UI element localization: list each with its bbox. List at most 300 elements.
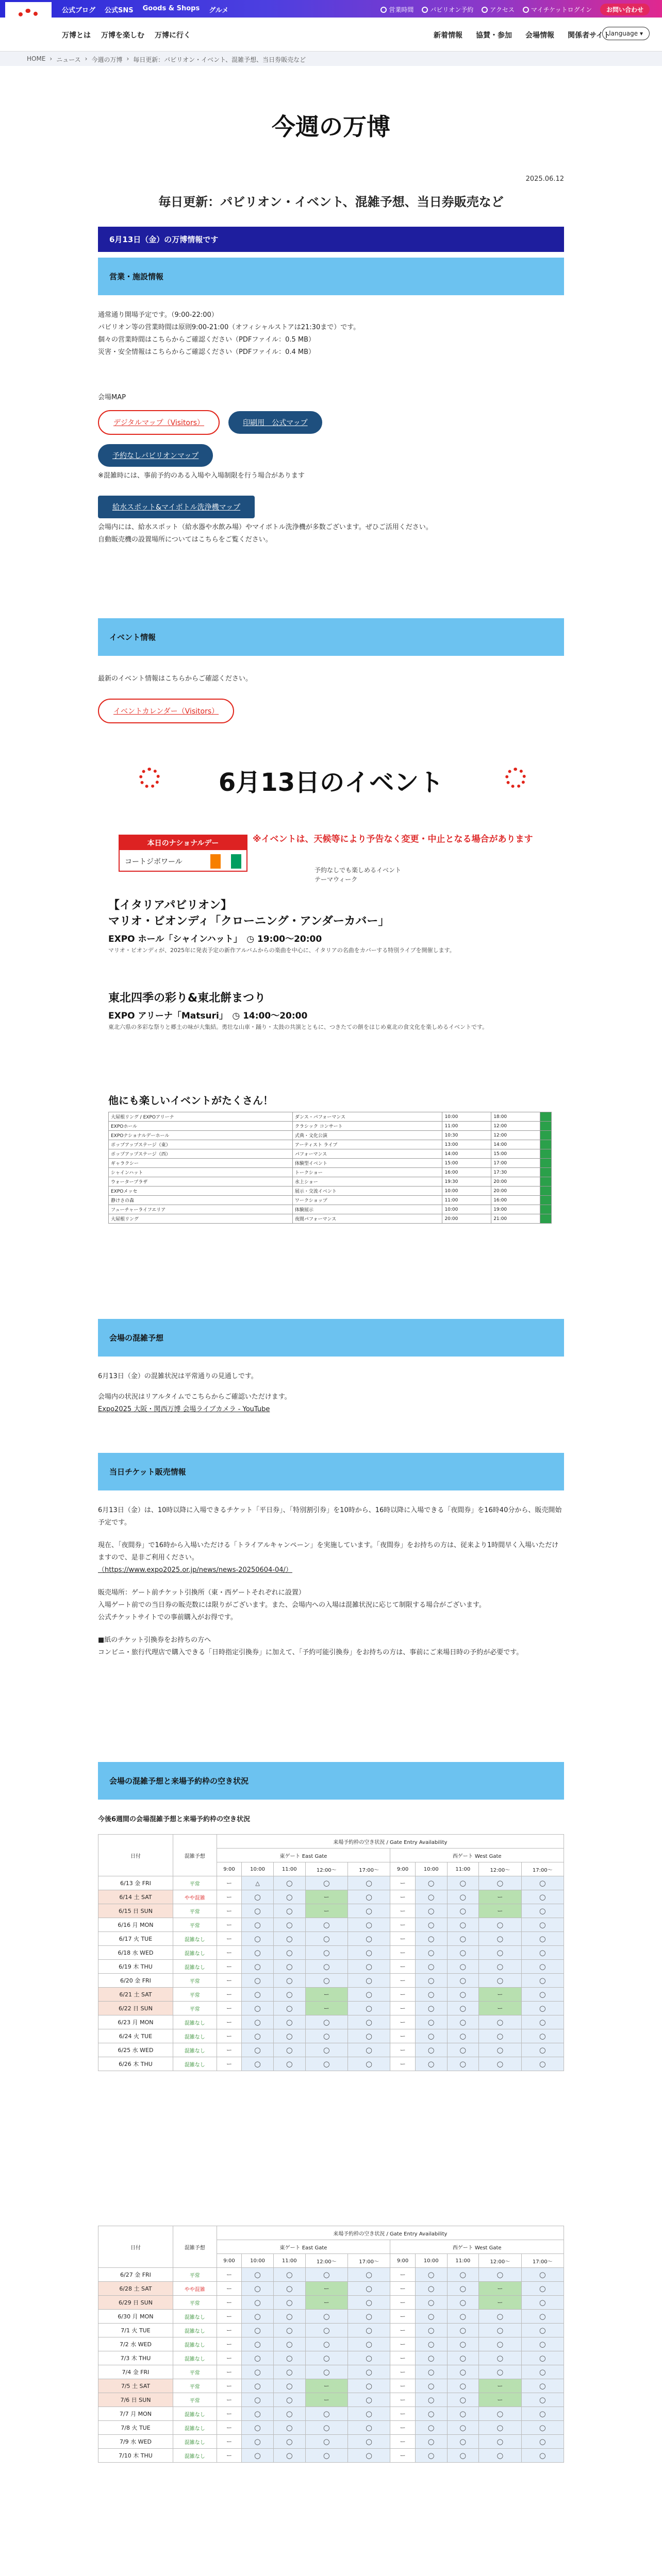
top-link-goods[interactable]: Goods & Shops <box>142 5 200 12</box>
slot-cell[interactable]: ◯ <box>347 2296 390 2310</box>
slot-cell[interactable]: ◯ <box>347 2310 390 2324</box>
event-calendar-button[interactable]: イベントカレンダー（Visitors） <box>98 699 234 723</box>
slot-cell[interactable]: ー <box>217 1904 242 1918</box>
slot-cell[interactable]: ◯ <box>347 2029 390 2043</box>
slot-cell[interactable]: ◯ <box>479 2351 521 2365</box>
slot-cell[interactable]: ◯ <box>273 1918 305 1932</box>
slot-cell[interactable]: ー <box>217 2296 242 2310</box>
slot-cell[interactable]: ◯ <box>415 1876 447 1890</box>
slot-cell[interactable]: ◯ <box>447 1974 479 1988</box>
breadcrumb-weekly[interactable]: 今週の万博 <box>91 56 123 63</box>
slot-cell[interactable]: ◯ <box>521 1988 564 2002</box>
slot-cell[interactable]: ◯ <box>415 2379 447 2393</box>
slot-cell[interactable]: ー <box>305 2296 347 2310</box>
slot-cell[interactable]: ◯ <box>415 2365 447 2379</box>
slot-cell[interactable]: ◯ <box>521 2393 564 2407</box>
slot-cell[interactable]: ◯ <box>447 2449 479 2463</box>
slot-cell[interactable]: ◯ <box>347 1890 390 1904</box>
slot-cell[interactable]: ー <box>217 2002 242 2015</box>
slot-cell[interactable]: ー <box>217 2268 242 2282</box>
slot-cell[interactable]: ー <box>479 2002 521 2015</box>
slot-cell[interactable]: ◯ <box>305 1918 347 1932</box>
slot-cell[interactable]: ◯ <box>521 2029 564 2043</box>
slot-cell[interactable]: ー <box>479 1890 521 1904</box>
slot-cell[interactable]: ◯ <box>273 1988 305 2002</box>
slot-cell[interactable]: ◯ <box>242 2324 274 2337</box>
slot-cell[interactable]: ◯ <box>347 2351 390 2365</box>
slot-cell[interactable]: ◯ <box>305 2015 347 2029</box>
slot-cell[interactable]: ◯ <box>305 2337 347 2351</box>
nav-about[interactable]: 万博とは <box>62 31 91 40</box>
slot-cell[interactable]: ー <box>217 2351 242 2365</box>
slot-cell[interactable]: ◯ <box>347 1946 390 1960</box>
slot-cell[interactable]: ◯ <box>347 2282 390 2296</box>
slot-cell[interactable]: ー <box>217 2393 242 2407</box>
slot-cell[interactable]: ー <box>390 2324 416 2337</box>
slot-cell[interactable]: ◯ <box>242 2296 274 2310</box>
slot-cell[interactable]: ◯ <box>305 2351 347 2365</box>
slot-cell[interactable]: ◯ <box>479 2421 521 2435</box>
slot-cell[interactable]: ◯ <box>479 2449 521 2463</box>
slot-cell[interactable]: ー <box>217 1932 242 1946</box>
slot-cell[interactable]: ◯ <box>415 1946 447 1960</box>
slot-cell[interactable]: ◯ <box>479 2015 521 2029</box>
slot-cell[interactable]: ◯ <box>447 2435 479 2449</box>
slot-cell[interactable]: ◯ <box>273 1890 305 1904</box>
slot-cell[interactable]: ◯ <box>305 2421 347 2435</box>
slot-cell[interactable]: ー <box>479 1988 521 2002</box>
slot-cell[interactable]: ◯ <box>347 1904 390 1918</box>
slot-cell[interactable]: ◯ <box>305 2435 347 2449</box>
slot-cell[interactable]: ー <box>217 2029 242 2043</box>
slot-cell[interactable]: ◯ <box>447 2015 479 2029</box>
slot-cell[interactable]: ◯ <box>305 2043 347 2057</box>
slot-cell[interactable]: ◯ <box>479 1946 521 1960</box>
slot-cell[interactable]: ◯ <box>415 2002 447 2015</box>
slot-cell[interactable]: ー <box>217 1876 242 1890</box>
slot-cell[interactable]: ー <box>390 2268 416 2282</box>
slot-cell[interactable]: ◯ <box>479 2365 521 2379</box>
slot-cell[interactable]: ◯ <box>273 2421 305 2435</box>
slot-cell[interactable]: ◯ <box>347 1960 390 1974</box>
slot-cell[interactable]: ◯ <box>479 2029 521 2043</box>
slot-cell[interactable]: ◯ <box>347 1932 390 1946</box>
slot-cell[interactable]: ◯ <box>347 1988 390 2002</box>
slot-cell[interactable]: ◯ <box>305 2310 347 2324</box>
slot-cell[interactable]: ◯ <box>415 2282 447 2296</box>
slot-cell[interactable]: ◯ <box>415 2043 447 2057</box>
slot-cell[interactable]: ◯ <box>273 1946 305 1960</box>
slot-cell[interactable]: ー <box>479 2379 521 2393</box>
slot-cell[interactable]: ◯ <box>415 1918 447 1932</box>
slot-cell[interactable]: ー <box>217 2435 242 2449</box>
slot-cell[interactable]: ◯ <box>479 2268 521 2282</box>
slot-cell[interactable]: ◯ <box>521 2379 564 2393</box>
slot-cell[interactable]: ◯ <box>347 2002 390 2015</box>
slot-cell[interactable]: ◯ <box>447 1890 479 1904</box>
slot-cell[interactable]: ◯ <box>305 1960 347 1974</box>
slot-cell[interactable]: ◯ <box>273 2351 305 2365</box>
top-link-hours[interactable]: 営業時間 <box>380 5 413 14</box>
safety-pdf-link[interactable]: 災害・安全情報はこちらからご確認ください（PDFファイル：0.4 MB） <box>98 348 316 356</box>
slot-cell[interactable]: ◯ <box>447 2282 479 2296</box>
slot-cell[interactable]: ◯ <box>415 2310 447 2324</box>
nav-venue[interactable]: 会場情報 <box>525 31 554 40</box>
nav-visit[interactable]: 万博に行く <box>155 31 191 40</box>
slot-cell[interactable]: ー <box>217 1988 242 2002</box>
slot-cell[interactable]: ー <box>390 2351 416 2365</box>
slot-cell[interactable]: ◯ <box>521 2351 564 2365</box>
top-link-sns[interactable]: 公式SNS <box>105 7 134 14</box>
slot-cell[interactable]: ◯ <box>415 2351 447 2365</box>
slot-cell[interactable]: ー <box>217 2015 242 2029</box>
slot-cell[interactable]: ◯ <box>415 2421 447 2435</box>
slot-cell[interactable]: ー <box>305 2379 347 2393</box>
slot-cell[interactable]: ◯ <box>521 2337 564 2351</box>
slot-cell[interactable]: ◯ <box>479 1876 521 1890</box>
slot-cell[interactable]: ◯ <box>347 2435 390 2449</box>
top-link-gourmet[interactable]: グルメ <box>209 7 229 14</box>
slot-cell[interactable]: ◯ <box>521 2296 564 2310</box>
slot-cell[interactable]: ー <box>305 2393 347 2407</box>
slot-cell[interactable]: ◯ <box>479 2435 521 2449</box>
slot-cell[interactable]: ◯ <box>521 2268 564 2282</box>
slot-cell[interactable]: ◯ <box>447 2002 479 2015</box>
breadcrumb-news[interactable]: ニュース <box>56 56 81 63</box>
slot-cell[interactable]: ー <box>479 1904 521 1918</box>
slot-cell[interactable]: ◯ <box>447 1876 479 1890</box>
slot-cell[interactable]: ◯ <box>521 1890 564 1904</box>
slot-cell[interactable]: ◯ <box>242 1988 274 2002</box>
slot-cell[interactable]: ◯ <box>521 1918 564 1932</box>
slot-cell[interactable]: ー <box>217 2421 242 2435</box>
slot-cell[interactable]: ◯ <box>415 1932 447 1946</box>
slot-cell[interactable]: ◯ <box>521 2449 564 2463</box>
slot-cell[interactable]: ◯ <box>242 2002 274 2015</box>
slot-cell[interactable]: ◯ <box>521 1904 564 1918</box>
slot-cell[interactable]: ◯ <box>447 2296 479 2310</box>
slot-cell[interactable]: ◯ <box>479 1960 521 1974</box>
slot-cell[interactable]: ◯ <box>447 2393 479 2407</box>
slot-cell[interactable]: ◯ <box>273 2407 305 2421</box>
live-camera-link[interactable]: Expo2025 大阪・関西万博 会場ライブカメラ - YouTube <box>98 1405 270 1413</box>
slot-cell[interactable]: ー <box>305 1988 347 2002</box>
slot-cell[interactable]: ◯ <box>521 2002 564 2015</box>
slot-cell[interactable]: ◯ <box>242 1890 274 1904</box>
slot-cell[interactable]: ◯ <box>273 2268 305 2282</box>
slot-cell[interactable]: ◯ <box>347 2324 390 2337</box>
slot-cell[interactable]: ー <box>217 2407 242 2421</box>
slot-cell[interactable]: ◯ <box>273 2393 305 2407</box>
slot-cell[interactable]: ◯ <box>415 2337 447 2351</box>
slot-cell[interactable]: ◯ <box>447 1932 479 1946</box>
slot-cell[interactable]: ◯ <box>415 2407 447 2421</box>
slot-cell[interactable]: ー <box>217 2310 242 2324</box>
slot-cell[interactable]: ー <box>390 2043 416 2057</box>
slot-cell[interactable]: ◯ <box>415 2449 447 2463</box>
top-link-blog[interactable]: 公式ブログ <box>62 7 96 14</box>
slot-cell[interactable]: ー <box>390 2421 416 2435</box>
slot-cell[interactable]: ー <box>390 2282 416 2296</box>
slot-cell[interactable]: ◯ <box>242 2449 274 2463</box>
slot-cell[interactable]: ◯ <box>242 2351 274 2365</box>
slot-cell[interactable]: ◯ <box>273 2310 305 2324</box>
slot-cell[interactable]: ◯ <box>521 1974 564 1988</box>
nav-sponsor[interactable]: 協賛・参加 <box>475 31 512 40</box>
slot-cell[interactable]: ◯ <box>273 2029 305 2043</box>
slot-cell[interactable]: ◯ <box>521 2435 564 2449</box>
slot-cell[interactable]: ◯ <box>305 2365 347 2379</box>
slot-cell[interactable]: ◯ <box>273 1960 305 1974</box>
slot-cell[interactable]: ◯ <box>305 2324 347 2337</box>
hours-pdf-link[interactable]: 個々の営業時間はこちらからご確認ください（PDFファイル：0.5 MB） <box>98 336 316 344</box>
slot-cell[interactable]: ◯ <box>447 2365 479 2379</box>
slot-cell[interactable]: ◯ <box>447 2337 479 2351</box>
nav-enjoy[interactable]: 万博を楽しむ <box>101 31 144 40</box>
slot-cell[interactable]: ◯ <box>273 2435 305 2449</box>
slot-cell[interactable]: ー <box>479 2393 521 2407</box>
slot-cell[interactable]: ◯ <box>521 2282 564 2296</box>
slot-cell[interactable]: ◯ <box>447 2268 479 2282</box>
slot-cell[interactable]: ◯ <box>242 2379 274 2393</box>
slot-cell[interactable]: ◯ <box>521 2324 564 2337</box>
slot-cell[interactable]: ◯ <box>521 1946 564 1960</box>
slot-cell[interactable]: ◯ <box>447 2351 479 2365</box>
top-link-reserve[interactable]: パビリオン予約 <box>422 5 473 14</box>
slot-cell[interactable]: ー <box>390 2449 416 2463</box>
slot-cell[interactable]: ◯ <box>521 2310 564 2324</box>
contact-button[interactable]: お問い合わせ <box>600 4 650 15</box>
print-map-button[interactable]: 印刷用 公式マップ <box>228 411 322 434</box>
slot-cell[interactable]: ー <box>390 2407 416 2421</box>
vending-link[interactable]: 自動販売機の設置場所についてはこちらをご覧ください。 <box>98 536 272 544</box>
slot-cell[interactable]: ◯ <box>347 1918 390 1932</box>
slot-cell[interactable]: ◯ <box>242 1918 274 1932</box>
slot-cell[interactable]: ◯ <box>347 2057 390 2071</box>
slot-cell[interactable]: ◯ <box>347 2043 390 2057</box>
top-link-access[interactable]: アクセス <box>482 5 515 14</box>
slot-cell[interactable]: ◯ <box>242 2282 274 2296</box>
slot-cell[interactable]: ー <box>390 1876 416 1890</box>
slot-cell[interactable]: ◯ <box>305 1932 347 1946</box>
slot-cell[interactable]: ー <box>390 2365 416 2379</box>
slot-cell[interactable]: ◯ <box>347 2393 390 2407</box>
slot-cell[interactable]: ◯ <box>273 2282 305 2296</box>
slot-cell[interactable]: ◯ <box>242 2310 274 2324</box>
slot-cell[interactable]: ◯ <box>273 2337 305 2351</box>
slot-cell[interactable]: ー <box>390 2002 416 2015</box>
slot-cell[interactable]: ◯ <box>479 2407 521 2421</box>
slot-cell[interactable]: ◯ <box>305 1946 347 1960</box>
slot-cell[interactable]: ◯ <box>447 2310 479 2324</box>
slot-cell[interactable]: ー <box>390 1890 416 1904</box>
slot-cell[interactable]: ◯ <box>242 1974 274 1988</box>
slot-cell[interactable]: ◯ <box>347 1876 390 1890</box>
slot-cell[interactable]: ー <box>390 2337 416 2351</box>
slot-cell[interactable]: ー <box>217 1960 242 1974</box>
slot-cell[interactable]: ー <box>390 1974 416 1988</box>
slot-cell[interactable]: ◯ <box>242 2029 274 2043</box>
slot-cell[interactable]: ◯ <box>273 2057 305 2071</box>
slot-cell[interactable]: ー <box>305 1890 347 1904</box>
slot-cell[interactable]: ◯ <box>447 2043 479 2057</box>
slot-cell[interactable]: ー <box>390 2029 416 2043</box>
slot-cell[interactable]: ◯ <box>305 2057 347 2071</box>
slot-cell[interactable]: ◯ <box>415 2296 447 2310</box>
slot-cell[interactable]: ◯ <box>447 2379 479 2393</box>
top-link-login[interactable]: マイチケットログイン <box>523 5 592 14</box>
slot-cell[interactable]: ◯ <box>273 2324 305 2337</box>
slot-cell[interactable]: ◯ <box>415 1988 447 2002</box>
no-reserve-map-button[interactable]: 予約なしパビリオンマップ <box>98 444 213 467</box>
slot-cell[interactable]: ◯ <box>242 2407 274 2421</box>
slot-cell[interactable]: ◯ <box>479 1974 521 1988</box>
slot-cell[interactable]: ー <box>305 2282 347 2296</box>
slot-cell[interactable]: ◯ <box>447 2421 479 2435</box>
slot-cell[interactable]: ◯ <box>479 2337 521 2351</box>
slot-cell[interactable]: ー <box>217 2449 242 2463</box>
slot-cell[interactable]: ー <box>390 2393 416 2407</box>
slot-cell[interactable]: ー <box>217 2379 242 2393</box>
slot-cell[interactable]: ◯ <box>305 2449 347 2463</box>
slot-cell[interactable]: ◯ <box>273 2296 305 2310</box>
slot-cell[interactable]: ◯ <box>415 2435 447 2449</box>
slot-cell[interactable]: ◯ <box>273 2449 305 2463</box>
slot-cell[interactable]: ◯ <box>415 1904 447 1918</box>
slot-cell[interactable]: ー <box>217 2337 242 2351</box>
slot-cell[interactable]: ◯ <box>242 2421 274 2435</box>
slot-cell[interactable]: ◯ <box>347 2421 390 2435</box>
slot-cell[interactable]: ◯ <box>447 1946 479 1960</box>
slot-cell[interactable]: ◯ <box>347 1974 390 1988</box>
slot-cell[interactable]: ◯ <box>447 2057 479 2071</box>
slot-cell[interactable]: ◯ <box>447 1904 479 1918</box>
slot-cell[interactable]: ◯ <box>447 2324 479 2337</box>
slot-cell[interactable]: ◯ <box>305 1876 347 1890</box>
slot-cell[interactable]: ー <box>217 1918 242 1932</box>
slot-cell[interactable]: ー <box>217 1890 242 1904</box>
slot-cell[interactable]: ◯ <box>273 1932 305 1946</box>
slot-cell[interactable]: ー <box>390 1904 416 1918</box>
slot-cell[interactable]: ◯ <box>447 2029 479 2043</box>
slot-cell[interactable]: ◯ <box>447 1988 479 2002</box>
slot-cell[interactable]: ◯ <box>521 1960 564 1974</box>
slot-cell[interactable]: ◯ <box>305 2407 347 2421</box>
slot-cell[interactable]: ◯ <box>347 2015 390 2029</box>
slot-cell[interactable]: ー <box>390 2057 416 2071</box>
slot-cell[interactable]: ◯ <box>347 2365 390 2379</box>
slot-cell[interactable]: ◯ <box>242 1904 274 1918</box>
slot-cell[interactable]: ◯ <box>521 2043 564 2057</box>
slot-cell[interactable]: ◯ <box>447 2407 479 2421</box>
slot-cell[interactable]: ◯ <box>415 2057 447 2071</box>
digital-map-button[interactable]: デジタルマップ（Visitors） <box>98 410 220 435</box>
slot-cell[interactable]: ー <box>390 1932 416 1946</box>
breadcrumb-home[interactable]: HOME <box>27 55 46 62</box>
slot-cell[interactable]: ー <box>217 2365 242 2379</box>
slot-cell[interactable]: ◯ <box>242 1932 274 1946</box>
slot-cell[interactable]: △ <box>242 1876 274 1890</box>
slot-cell[interactable]: ◯ <box>242 2015 274 2029</box>
trial-campaign-link[interactable]: （https://www.expo2025.or.jp/news/news-20250604-04/） <box>98 1566 292 1574</box>
slot-cell[interactable]: ◯ <box>242 1960 274 1974</box>
nav-related[interactable]: 関係者サイト <box>567 31 610 40</box>
slot-cell[interactable]: ー <box>390 1918 416 1932</box>
slot-cell[interactable]: ー <box>390 1988 416 2002</box>
language-select[interactable]: language ▾ <box>602 27 650 40</box>
slot-cell[interactable]: ー <box>390 1946 416 1960</box>
slot-cell[interactable]: ◯ <box>521 2365 564 2379</box>
slot-cell[interactable]: ◯ <box>347 2449 390 2463</box>
slot-cell[interactable]: ー <box>390 2296 416 2310</box>
slot-cell[interactable]: ◯ <box>273 2365 305 2379</box>
slot-cell[interactable]: ー <box>390 1960 416 1974</box>
slot-cell[interactable]: ー <box>217 2043 242 2057</box>
slot-cell[interactable]: ー <box>479 2282 521 2296</box>
slot-cell[interactable]: ー <box>217 1946 242 1960</box>
slot-cell[interactable]: ◯ <box>242 2268 274 2282</box>
slot-cell[interactable]: ー <box>390 2310 416 2324</box>
slot-cell[interactable]: ◯ <box>415 1890 447 1904</box>
water-map-button[interactable]: 給水スポット&マイボトル洗浄機マップ <box>98 496 255 518</box>
slot-cell[interactable]: ー <box>217 2057 242 2071</box>
slot-cell[interactable]: ◯ <box>415 2029 447 2043</box>
slot-cell[interactable]: ◯ <box>305 1974 347 1988</box>
slot-cell[interactable]: ◯ <box>479 2324 521 2337</box>
slot-cell[interactable]: ◯ <box>521 2421 564 2435</box>
slot-cell[interactable]: ◯ <box>415 1960 447 1974</box>
slot-cell[interactable]: ◯ <box>479 2310 521 2324</box>
slot-cell[interactable]: ◯ <box>415 2268 447 2282</box>
slot-cell[interactable]: ◯ <box>521 1876 564 1890</box>
slot-cell[interactable]: ◯ <box>415 2393 447 2407</box>
slot-cell[interactable]: ー <box>390 2015 416 2029</box>
slot-cell[interactable]: ◯ <box>242 2365 274 2379</box>
slot-cell[interactable]: ◯ <box>415 1974 447 1988</box>
slot-cell[interactable]: ◯ <box>305 2029 347 2043</box>
slot-cell[interactable]: ◯ <box>479 2057 521 2071</box>
slot-cell[interactable]: ◯ <box>273 1904 305 1918</box>
slot-cell[interactable]: ◯ <box>242 2337 274 2351</box>
slot-cell[interactable]: ◯ <box>273 1876 305 1890</box>
slot-cell[interactable]: ー <box>390 2379 416 2393</box>
slot-cell[interactable]: ◯ <box>347 2268 390 2282</box>
slot-cell[interactable]: ◯ <box>479 2043 521 2057</box>
slot-cell[interactable]: ◯ <box>521 2057 564 2071</box>
slot-cell[interactable]: ー <box>479 2296 521 2310</box>
slot-cell[interactable]: ◯ <box>521 2015 564 2029</box>
slot-cell[interactable]: ◯ <box>273 2002 305 2015</box>
slot-cell[interactable]: ー <box>217 2324 242 2337</box>
slot-cell[interactable]: ◯ <box>242 2435 274 2449</box>
slot-cell[interactable]: ー <box>217 1974 242 1988</box>
slot-cell[interactable]: ◯ <box>521 2407 564 2421</box>
slot-cell[interactable]: ◯ <box>305 2268 347 2282</box>
slot-cell[interactable]: ー <box>390 2435 416 2449</box>
slot-cell[interactable]: ◯ <box>447 1918 479 1932</box>
slot-cell[interactable]: ー <box>217 2282 242 2296</box>
slot-cell[interactable]: ◯ <box>273 1974 305 1988</box>
slot-cell[interactable]: ◯ <box>242 2043 274 2057</box>
slot-cell[interactable]: ◯ <box>479 1932 521 1946</box>
slot-cell[interactable]: ◯ <box>415 2015 447 2029</box>
slot-cell[interactable]: ◯ <box>415 2324 447 2337</box>
slot-cell[interactable]: ◯ <box>347 2407 390 2421</box>
slot-cell[interactable]: ◯ <box>347 2379 390 2393</box>
slot-cell[interactable]: ◯ <box>273 2379 305 2393</box>
slot-cell[interactable]: ◯ <box>242 2393 274 2407</box>
slot-cell[interactable]: ー <box>305 2002 347 2015</box>
